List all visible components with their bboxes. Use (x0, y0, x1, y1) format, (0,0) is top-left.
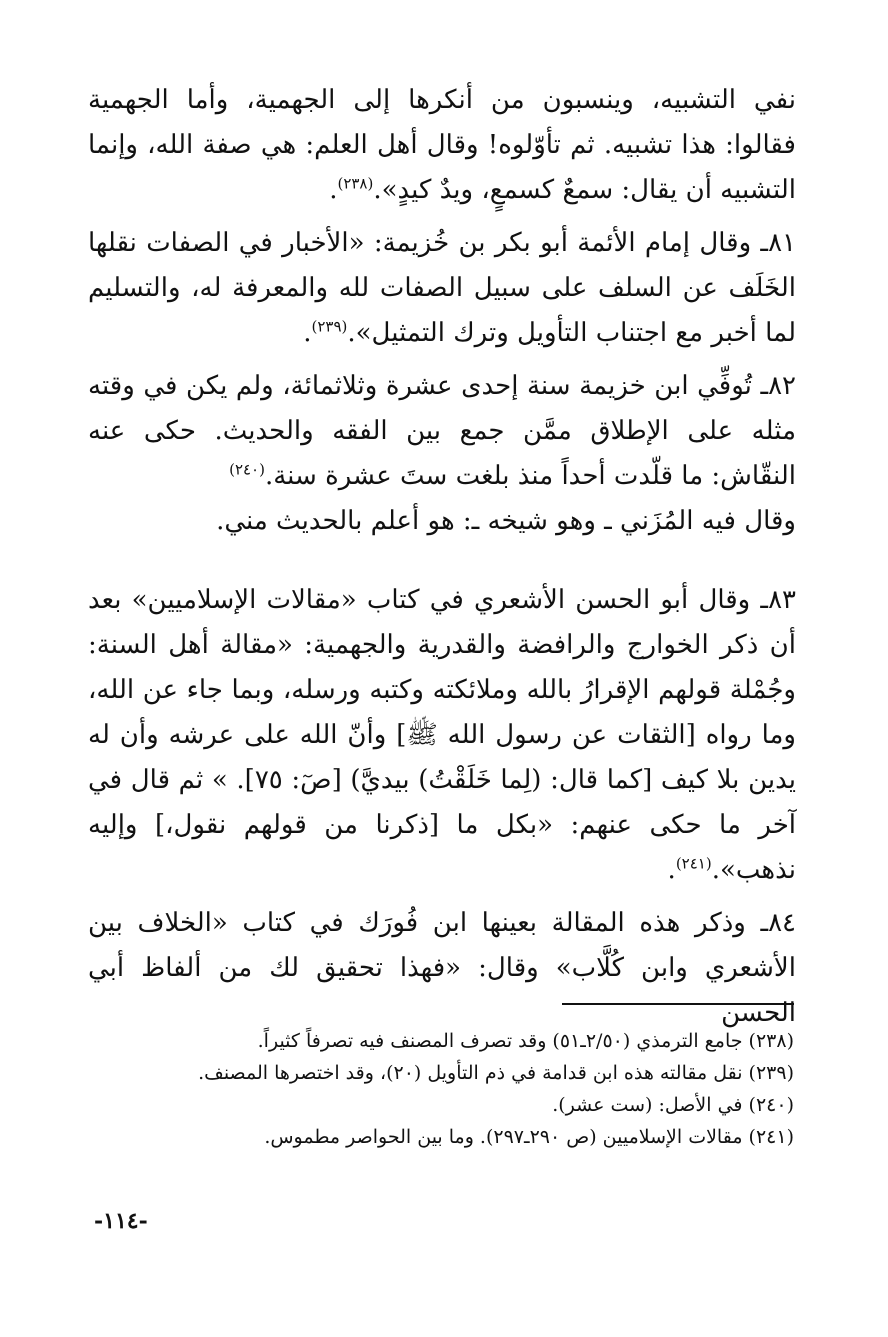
footnote-ref: (٢٤٠) (229, 460, 265, 479)
paragraph: ٨٣ـ وقال أبو الحسن الأشعري في كتاب «مقالات الإسلاميين» بعد أن ذكر الخوارج والرافضة والقدرية والجهمية: «مقالة أهل السنة: وجُمْلة قولهم الإقرارُ بالله وملائكته وكتبه ورسله، وبما جاء عن الله، وما رواه [الثقات عن رسول الله ﷺ] وأنّ الله على عرشه وأن له يدين بلا كيف [كما قال: (لِما خَلَقْتُ) بيديَّ) [صٓ: ٧٥]. » ثم قال في آخر ما حكى عنهم: «بكل ما [ذكرنا من قولهم نقول،] وإليه نذهب».$^{(٢٤١)}$. (88, 585, 796, 885)
paragraph: ٨٢ـ تُوفِّي ابن خزيمة سنة إحدى عشرة وثلاثمائة، ولم يكن في وقته مثله على الإطلاق ممَّن جمع بين الفقه والحديث. حكى عنه النقّاش: ما قلّدت أحداً منذ بلغت ستَ عشرة سنة.$^{(٢٤٠)}$ (88, 371, 796, 491)
footnote: (٢٤١) مقالات الإسلاميين (ص ٢٩٠ـ٢٩٧). وما بين الحواصر مطموس. (264, 1126, 794, 1148)
paragraph: ٨٤ـ وذكر هذه المقالة بعينها ابن فُورَك في كتاب «الخلاف بين الأشعري وابن كُلَّاب» وقال: «فهذا تحقيق لك من ألفاظ أبي الحسن (88, 908, 796, 1028)
paragraph: نفي التشبيه، وينسبون من أنكرها إلى الجهمية، وأما الجهمية فقالوا: هذا تشبيه. ثم تأوّلوه! وقال أهل العلم: هي صفة الله، وإنما التشبيه أن يقال: سمعٌ كسمعٍ، ويدٌ كيدٍ».$^{(٢٣٨)}$. (88, 85, 796, 205)
footnote: (٢٣٩) نقل مقالته هذه ابن قدامة في ذم التأويل (٢٠)، وقد اختصرها المصنف. (198, 1062, 794, 1084)
footnote: (٢٤٠) في الأصل: (ست عشر). (552, 1094, 794, 1116)
paragraph: وقال فيه المُزَني ـ وهو شيخه ـ: هو أعلم بالحديث مني. (216, 506, 796, 536)
footnote-ref: (٢٣٨) (337, 174, 374, 193)
page-number: -١١٤- (94, 1208, 148, 1234)
footnote-divider (562, 1003, 794, 1005)
footnote-ref: (٢٣٩) (311, 317, 348, 336)
paragraph: ٨١ـ وقال إمام الأئمة أبو بكر بن خُزيمة: «الأخبار في الصفات نقلها الخَلَف عن السلف على سبيل الصفات لله والمعرفة له، والتسليم لما أخبر مع اجتناب التأويل وترك التمثيل».$^{(٢٣٩)}$. (88, 228, 796, 348)
main-text (88, 78, 796, 1036)
footnote: (٢٣٨) جامع الترمذي (٢/٥٠ـ٥١) وقد تصرف المصنف فيه تصرفاً كثيراً. (257, 1030, 794, 1052)
footnote-ref: (٢٤١) (675, 854, 712, 873)
footnotes (88, 1025, 794, 1153)
